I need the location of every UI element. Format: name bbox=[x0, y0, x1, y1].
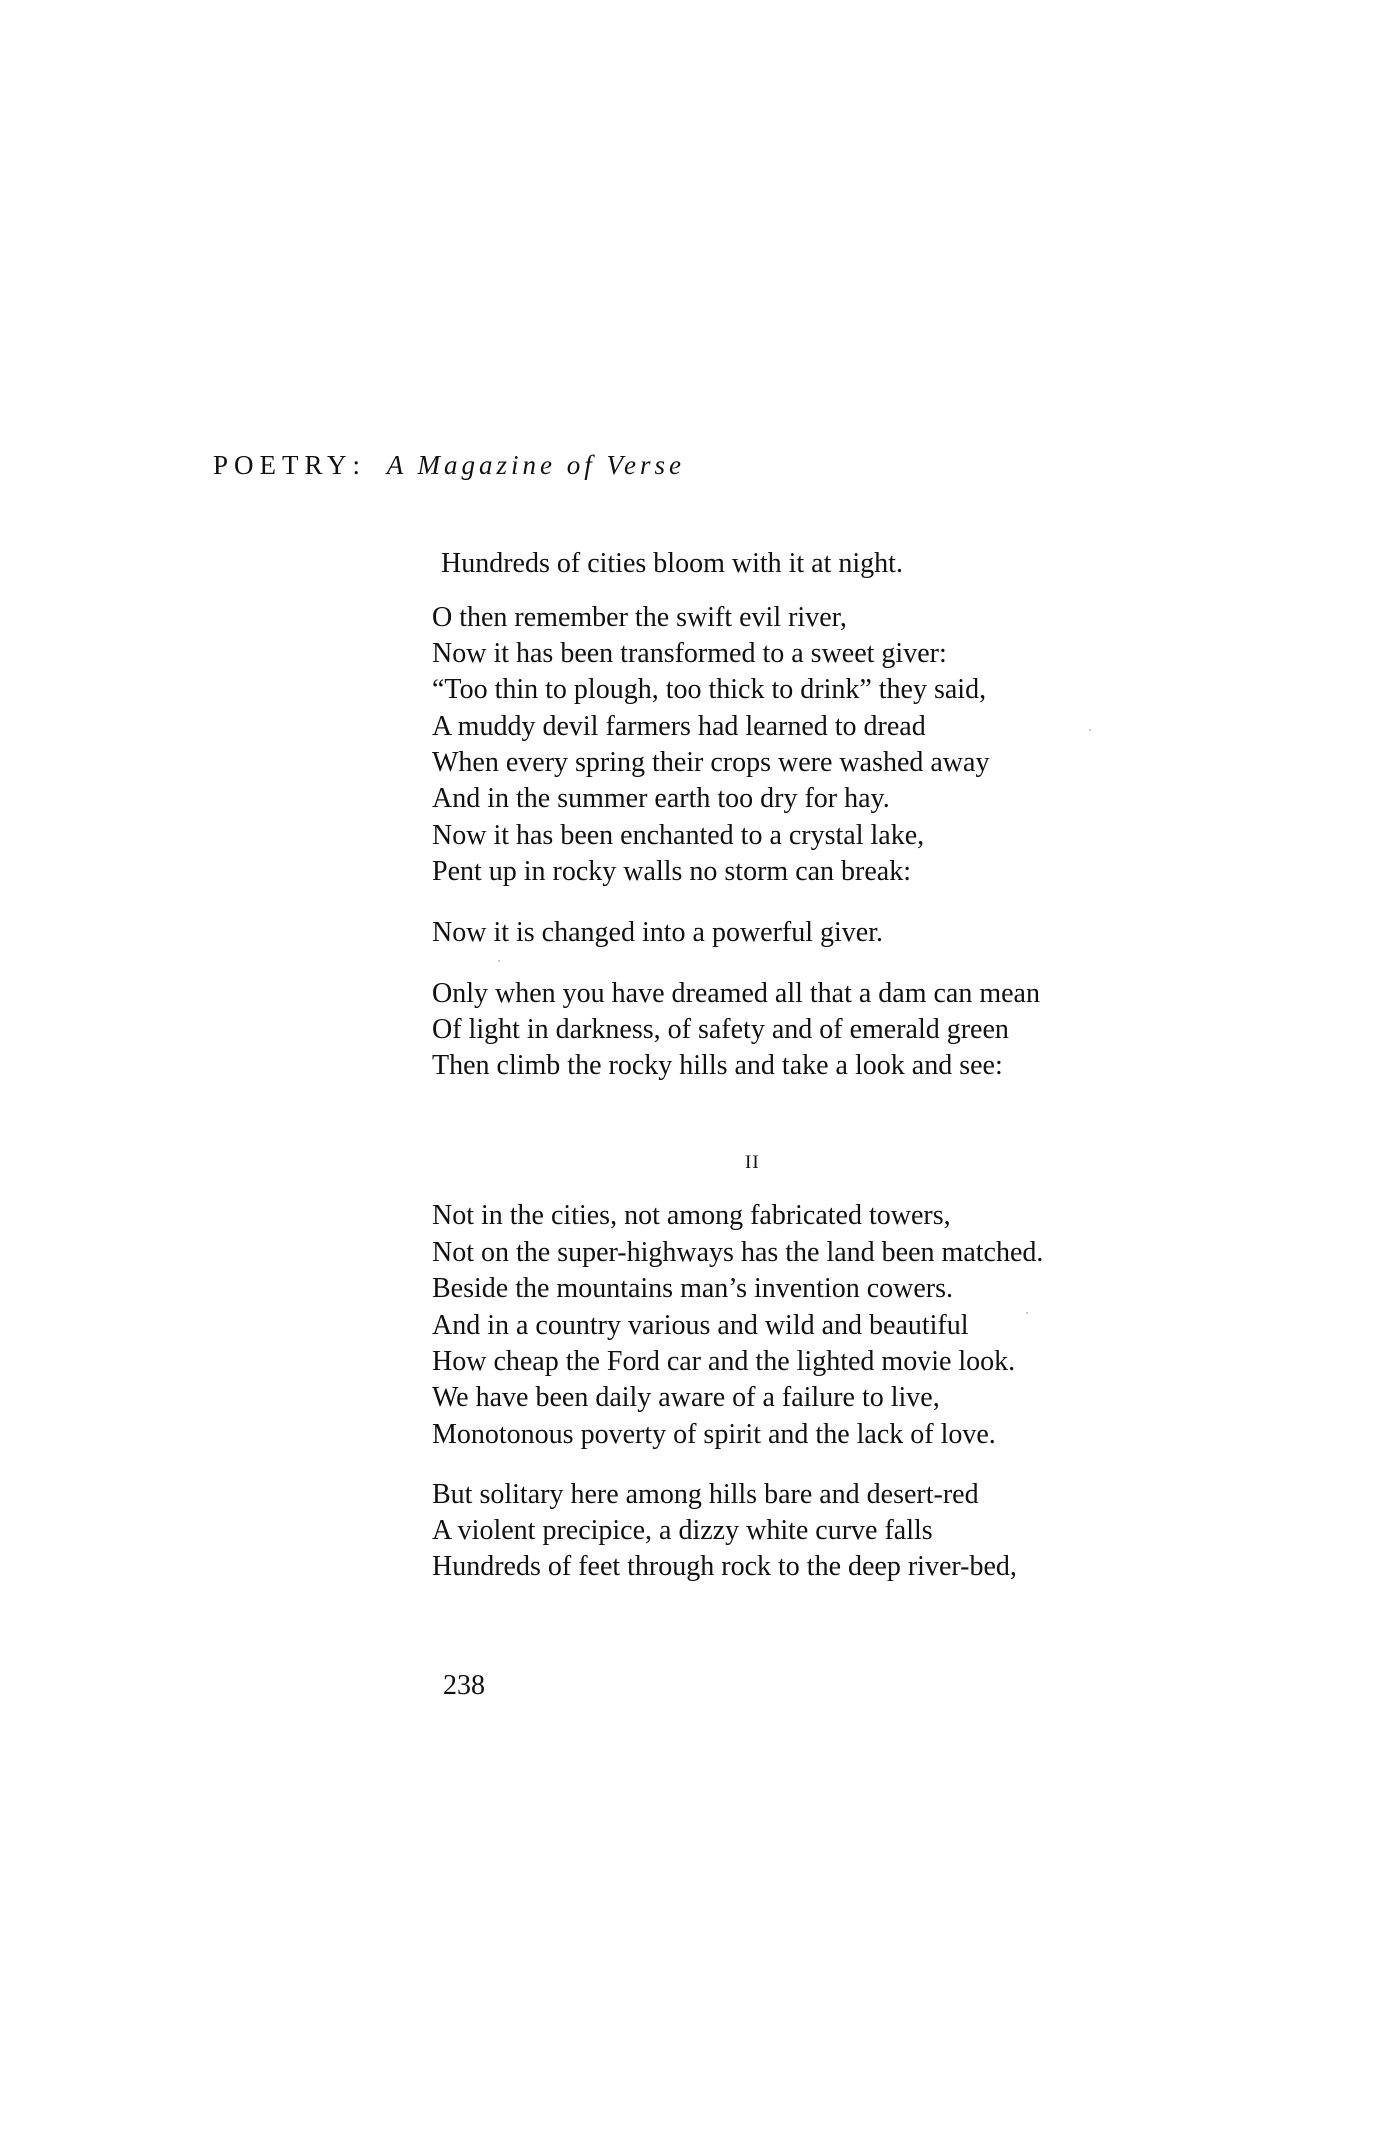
poem-line: And in the summer earth too dry for hay. bbox=[432, 783, 890, 814]
poem-line: Only when you have dreamed all that a dam can mean bbox=[432, 978, 1040, 1009]
poem-line: Not on the super-highways has the land been matched. bbox=[432, 1237, 1044, 1268]
poem-line: Hundreds of feet through rock to the deep river-bed, bbox=[432, 1551, 1017, 1582]
poem-line: And in a country various and wild and beautiful bbox=[432, 1310, 969, 1341]
poem-line: Now it has been enchanted to a crystal lake, bbox=[432, 820, 925, 851]
poem-line: Then climb the rocky hills and take a look and see: bbox=[432, 1050, 1003, 1081]
poem-line: Beside the mountains man’s invention cowers. bbox=[432, 1273, 954, 1304]
poem-line: A violent precipice, a dizzy white curve falls bbox=[432, 1515, 933, 1546]
poem-line: Pent up in rocky walls no storm can break: bbox=[432, 856, 912, 887]
scan-speck bbox=[498, 960, 500, 962]
section-numeral: II bbox=[745, 1152, 760, 1173]
page-number: 238 bbox=[443, 1670, 485, 1701]
poem-line: We have been daily aware of a failure to live, bbox=[432, 1382, 940, 1413]
scan-speck bbox=[1026, 1312, 1028, 1314]
poem-line: Now it has been transformed to a sweet giver: bbox=[432, 638, 947, 669]
poem-line: O then remember the swift evil river, bbox=[432, 602, 847, 633]
poem-line: Not in the cities, not among fabricated towers, bbox=[432, 1200, 951, 1231]
poem-line: Now it is changed into a powerful giver. bbox=[432, 917, 884, 948]
journal-title: POETRY bbox=[213, 450, 353, 480]
poem-line: When every spring their crops were washed away bbox=[432, 747, 990, 778]
scan-speck bbox=[1089, 729, 1091, 731]
journal-subtitle: A Magazine of Verse bbox=[386, 450, 686, 480]
running-head bbox=[213, 450, 685, 481]
poem-line: How cheap the Ford car and the lighted movie look. bbox=[432, 1346, 1016, 1377]
poem-line: A muddy devil farmers had learned to dread bbox=[432, 711, 926, 742]
poem-line: Monotonous poverty of spirit and the lack of love. bbox=[432, 1419, 996, 1450]
poem-line: But solitary here among hills bare and desert-red bbox=[432, 1479, 979, 1510]
poem-line: “Too thin to plough, too thick to drink” they said, bbox=[432, 674, 987, 705]
title-separator: : bbox=[352, 450, 363, 480]
poem-line: Of light in darkness, of safety and of emerald green bbox=[432, 1014, 1009, 1045]
poem-line: Hundreds of cities bloom with it at night. bbox=[441, 548, 903, 579]
